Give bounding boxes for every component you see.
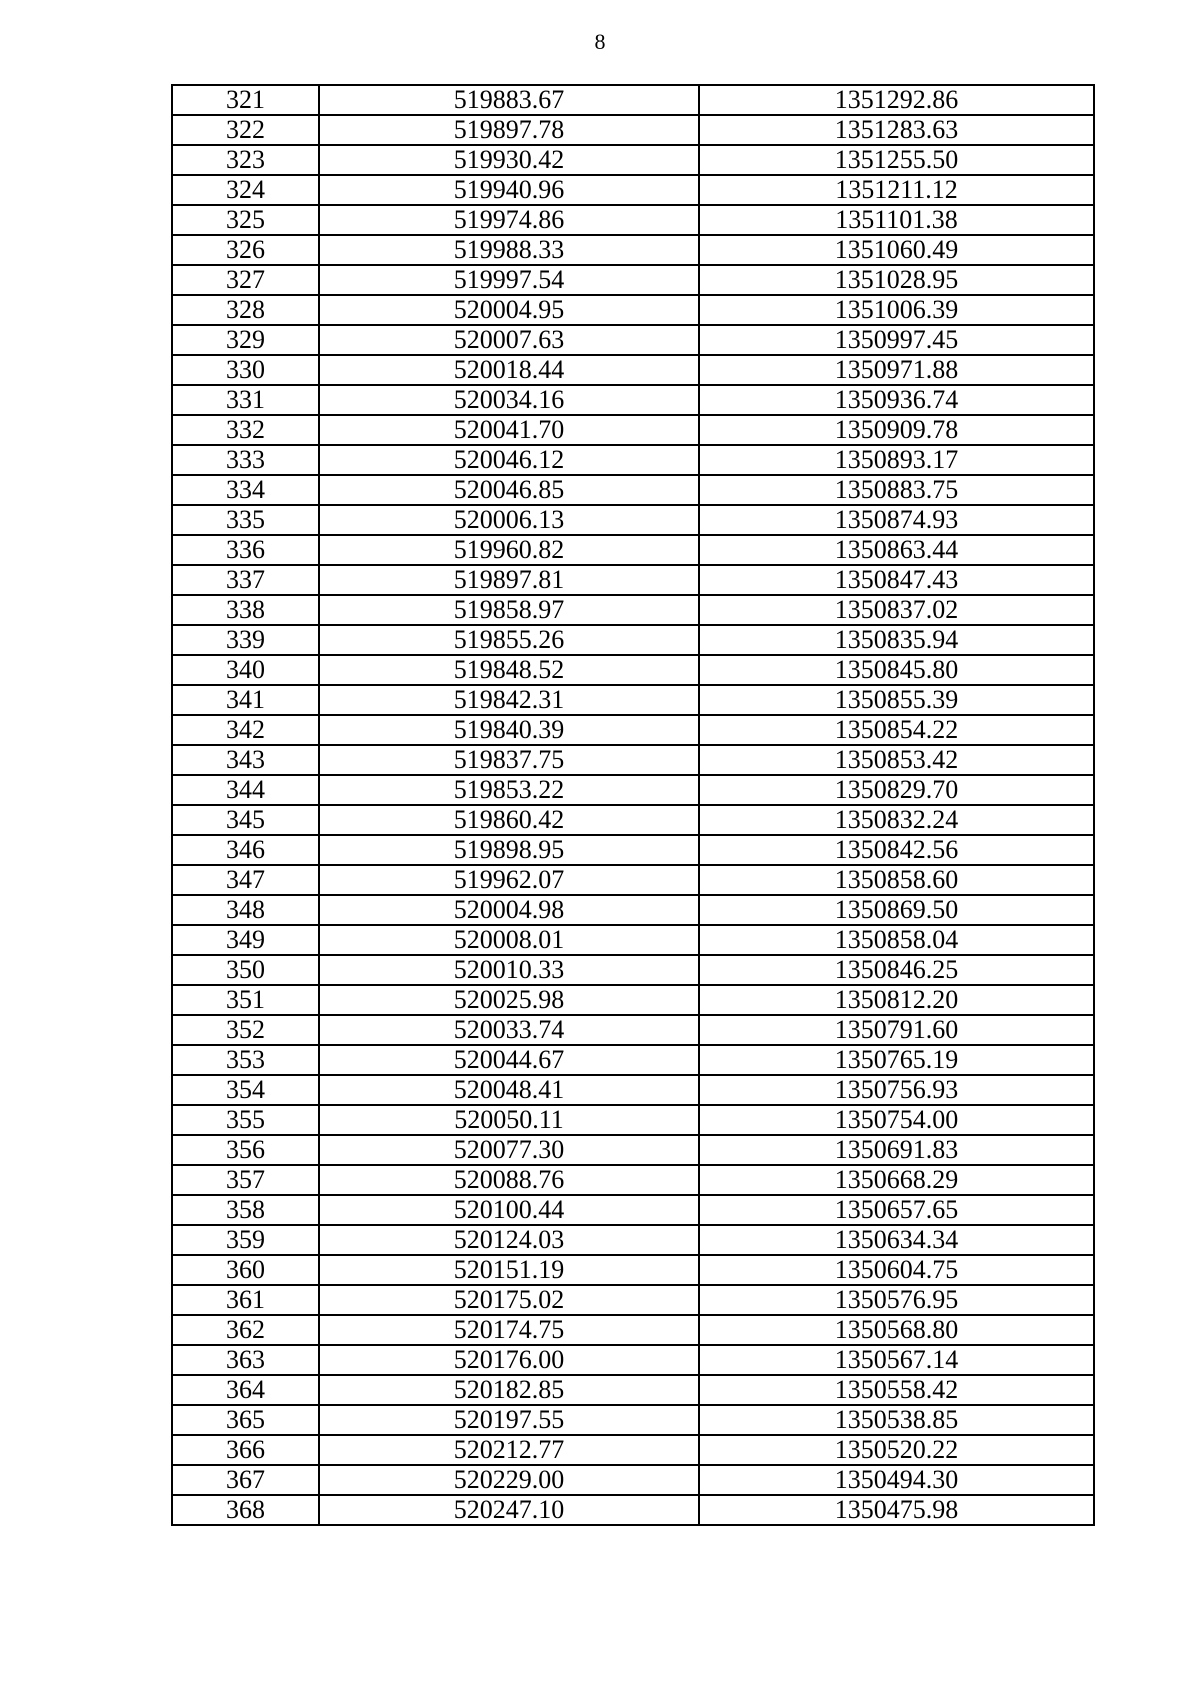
point-number-cell: 352 <box>172 1015 319 1045</box>
table-row <box>172 1405 1094 1435</box>
y-coordinate-cell: 1351028.95 <box>699 265 1094 295</box>
table-row <box>172 895 1094 925</box>
y-coordinate-cell: 1350853.42 <box>699 745 1094 775</box>
table-row <box>172 1375 1094 1405</box>
table-row <box>172 1135 1094 1165</box>
table-row <box>172 1315 1094 1345</box>
table-row <box>172 265 1094 295</box>
point-number-cell: 343 <box>172 745 319 775</box>
y-coordinate-cell: 1350657.65 <box>699 1195 1094 1225</box>
y-coordinate-cell: 1351292.86 <box>699 85 1094 115</box>
y-coordinate-cell: 1350567.14 <box>699 1345 1094 1375</box>
x-coordinate-cell: 519837.75 <box>319 745 699 775</box>
y-coordinate-cell: 1350634.34 <box>699 1225 1094 1255</box>
table-row <box>172 835 1094 865</box>
point-number-cell: 332 <box>172 415 319 445</box>
point-number-cell: 327 <box>172 265 319 295</box>
x-coordinate-cell: 520046.12 <box>319 445 699 475</box>
y-coordinate-cell: 1350893.17 <box>699 445 1094 475</box>
point-number-cell: 322 <box>172 115 319 145</box>
table-row <box>172 85 1094 115</box>
point-number-cell: 362 <box>172 1315 319 1345</box>
table-row <box>172 1045 1094 1075</box>
y-coordinate-cell: 1350754.00 <box>699 1105 1094 1135</box>
y-coordinate-cell: 1350847.43 <box>699 565 1094 595</box>
table-row <box>172 1225 1094 1255</box>
y-coordinate-cell: 1350909.78 <box>699 415 1094 445</box>
point-number-cell: 357 <box>172 1165 319 1195</box>
point-number-cell: 359 <box>172 1225 319 1255</box>
page-number: 8 <box>594 29 606 54</box>
x-coordinate-cell: 519930.42 <box>319 145 699 175</box>
point-number-cell: 345 <box>172 805 319 835</box>
table-row <box>172 1195 1094 1225</box>
y-coordinate-cell: 1351060.49 <box>699 235 1094 265</box>
point-number-cell: 346 <box>172 835 319 865</box>
y-coordinate-cell: 1350604.75 <box>699 1255 1094 1285</box>
x-coordinate-cell: 519997.54 <box>319 265 699 295</box>
x-coordinate-cell: 520100.44 <box>319 1195 699 1225</box>
x-coordinate-cell: 519962.07 <box>319 865 699 895</box>
y-coordinate-cell: 1350854.22 <box>699 715 1094 745</box>
x-coordinate-cell: 520229.00 <box>319 1465 699 1495</box>
point-number-cell: 325 <box>172 205 319 235</box>
table-row <box>172 1345 1094 1375</box>
table-row <box>172 205 1094 235</box>
x-coordinate-cell: 520010.33 <box>319 955 699 985</box>
x-coordinate-cell: 520048.41 <box>319 1075 699 1105</box>
table-row <box>172 1285 1094 1315</box>
point-number-cell: 339 <box>172 625 319 655</box>
x-coordinate-cell: 519848.52 <box>319 655 699 685</box>
y-coordinate-cell: 1350997.45 <box>699 325 1094 355</box>
x-coordinate-cell: 520247.10 <box>319 1495 699 1525</box>
table-row <box>172 1465 1094 1495</box>
x-coordinate-cell: 520151.19 <box>319 1255 699 1285</box>
point-number-cell: 328 <box>172 295 319 325</box>
y-coordinate-cell: 1350812.20 <box>699 985 1094 1015</box>
table-row <box>172 145 1094 175</box>
point-number-cell: 341 <box>172 685 319 715</box>
point-number-cell: 348 <box>172 895 319 925</box>
x-coordinate-cell: 520182.85 <box>319 1375 699 1405</box>
x-coordinate-cell: 520025.98 <box>319 985 699 1015</box>
table-row <box>172 415 1094 445</box>
point-number-cell: 365 <box>172 1405 319 1435</box>
table-row <box>172 625 1094 655</box>
y-coordinate-cell: 1350837.02 <box>699 595 1094 625</box>
x-coordinate-cell: 519855.26 <box>319 625 699 655</box>
table-row <box>172 385 1094 415</box>
coordinates-table <box>171 84 1095 1526</box>
y-coordinate-cell: 1350558.42 <box>699 1375 1094 1405</box>
point-number-cell: 351 <box>172 985 319 1015</box>
y-coordinate-cell: 1350855.39 <box>699 685 1094 715</box>
point-number-cell: 340 <box>172 655 319 685</box>
y-coordinate-cell: 1350869.50 <box>699 895 1094 925</box>
y-coordinate-cell: 1350475.98 <box>699 1495 1094 1525</box>
table-row <box>172 1255 1094 1285</box>
table-row <box>172 595 1094 625</box>
y-coordinate-cell: 1350863.44 <box>699 535 1094 565</box>
x-coordinate-cell: 519960.82 <box>319 535 699 565</box>
x-coordinate-cell: 519883.67 <box>319 85 699 115</box>
table-row <box>172 1435 1094 1465</box>
point-number-cell: 361 <box>172 1285 319 1315</box>
point-number-cell: 360 <box>172 1255 319 1285</box>
table-row <box>172 115 1094 145</box>
x-coordinate-cell: 520124.03 <box>319 1225 699 1255</box>
y-coordinate-cell: 1350842.56 <box>699 835 1094 865</box>
point-number-cell: 335 <box>172 505 319 535</box>
x-coordinate-cell: 520033.74 <box>319 1015 699 1045</box>
point-number-cell: 329 <box>172 325 319 355</box>
x-coordinate-cell: 519897.78 <box>319 115 699 145</box>
table-row <box>172 715 1094 745</box>
y-coordinate-cell: 1350835.94 <box>699 625 1094 655</box>
x-coordinate-cell: 520004.98 <box>319 895 699 925</box>
table-row <box>172 925 1094 955</box>
x-coordinate-cell: 520175.02 <box>319 1285 699 1315</box>
point-number-cell: 334 <box>172 475 319 505</box>
point-number-cell: 321 <box>172 85 319 115</box>
y-coordinate-cell: 1350538.85 <box>699 1405 1094 1435</box>
x-coordinate-cell: 519940.96 <box>319 175 699 205</box>
y-coordinate-cell: 1350568.80 <box>699 1315 1094 1345</box>
y-coordinate-cell: 1350846.25 <box>699 955 1094 985</box>
table-row <box>172 295 1094 325</box>
y-coordinate-cell: 1351255.50 <box>699 145 1094 175</box>
y-coordinate-cell: 1350858.04 <box>699 925 1094 955</box>
point-number-cell: 333 <box>172 445 319 475</box>
point-number-cell: 323 <box>172 145 319 175</box>
y-coordinate-cell: 1350668.29 <box>699 1165 1094 1195</box>
x-coordinate-cell: 519853.22 <box>319 775 699 805</box>
x-coordinate-cell: 520050.11 <box>319 1105 699 1135</box>
y-coordinate-cell: 1350971.88 <box>699 355 1094 385</box>
table-row <box>172 775 1094 805</box>
x-coordinate-cell: 519858.97 <box>319 595 699 625</box>
y-coordinate-cell: 1350756.93 <box>699 1075 1094 1105</box>
table-row <box>172 445 1094 475</box>
x-coordinate-cell: 520007.63 <box>319 325 699 355</box>
point-number-cell: 349 <box>172 925 319 955</box>
y-coordinate-cell: 1350765.19 <box>699 1045 1094 1075</box>
x-coordinate-cell: 519860.42 <box>319 805 699 835</box>
x-coordinate-cell: 520077.30 <box>319 1135 699 1165</box>
y-coordinate-cell: 1350791.60 <box>699 1015 1094 1045</box>
point-number-cell: 344 <box>172 775 319 805</box>
point-number-cell: 354 <box>172 1075 319 1105</box>
point-number-cell: 330 <box>172 355 319 385</box>
y-coordinate-cell: 1351101.38 <box>699 205 1094 235</box>
table-row <box>172 1165 1094 1195</box>
table-row <box>172 1015 1094 1045</box>
point-number-cell: 347 <box>172 865 319 895</box>
y-coordinate-cell: 1350883.75 <box>699 475 1094 505</box>
y-coordinate-cell: 1350520.22 <box>699 1435 1094 1465</box>
x-coordinate-cell: 520004.95 <box>319 295 699 325</box>
x-coordinate-cell: 519988.33 <box>319 235 699 265</box>
y-coordinate-cell: 1350494.30 <box>699 1465 1094 1495</box>
point-number-cell: 363 <box>172 1345 319 1375</box>
table-row <box>172 1075 1094 1105</box>
x-coordinate-cell: 520197.55 <box>319 1405 699 1435</box>
point-number-cell: 356 <box>172 1135 319 1165</box>
table-row <box>172 175 1094 205</box>
x-coordinate-cell: 520041.70 <box>319 415 699 445</box>
y-coordinate-cell: 1350576.95 <box>699 1285 1094 1315</box>
point-number-cell: 364 <box>172 1375 319 1405</box>
table-row <box>172 1105 1094 1135</box>
table-row <box>172 685 1094 715</box>
y-coordinate-cell: 1350874.93 <box>699 505 1094 535</box>
point-number-cell: 331 <box>172 385 319 415</box>
y-coordinate-cell: 1350829.70 <box>699 775 1094 805</box>
x-coordinate-cell: 520018.44 <box>319 355 699 385</box>
point-number-cell: 337 <box>172 565 319 595</box>
point-number-cell: 355 <box>172 1105 319 1135</box>
table-row <box>172 325 1094 355</box>
coordinates-table-body <box>172 85 1094 1525</box>
table-row <box>172 955 1094 985</box>
x-coordinate-cell: 520046.85 <box>319 475 699 505</box>
point-number-cell: 326 <box>172 235 319 265</box>
x-coordinate-cell: 520044.67 <box>319 1045 699 1075</box>
point-number-cell: 324 <box>172 175 319 205</box>
point-number-cell: 368 <box>172 1495 319 1525</box>
x-coordinate-cell: 519898.95 <box>319 835 699 865</box>
table-row <box>172 1495 1094 1525</box>
y-coordinate-cell: 1350858.60 <box>699 865 1094 895</box>
point-number-cell: 336 <box>172 535 319 565</box>
x-coordinate-cell: 519897.81 <box>319 565 699 595</box>
x-coordinate-cell: 519842.31 <box>319 685 699 715</box>
x-coordinate-cell: 520088.76 <box>319 1165 699 1195</box>
y-coordinate-cell: 1351006.39 <box>699 295 1094 325</box>
table-row <box>172 355 1094 385</box>
table-row <box>172 505 1094 535</box>
x-coordinate-cell: 520008.01 <box>319 925 699 955</box>
x-coordinate-cell: 520212.77 <box>319 1435 699 1465</box>
x-coordinate-cell: 520176.00 <box>319 1345 699 1375</box>
point-number-cell: 350 <box>172 955 319 985</box>
y-coordinate-cell: 1350691.83 <box>699 1135 1094 1165</box>
x-coordinate-cell: 520174.75 <box>319 1315 699 1345</box>
x-coordinate-cell: 520006.13 <box>319 505 699 535</box>
table-row <box>172 985 1094 1015</box>
table-row <box>172 805 1094 835</box>
y-coordinate-cell: 1350832.24 <box>699 805 1094 835</box>
table-row <box>172 865 1094 895</box>
table-row <box>172 235 1094 265</box>
table-row <box>172 535 1094 565</box>
table-row <box>172 745 1094 775</box>
x-coordinate-cell: 519974.86 <box>319 205 699 235</box>
table-row <box>172 565 1094 595</box>
y-coordinate-cell: 1350845.80 <box>699 655 1094 685</box>
point-number-cell: 338 <box>172 595 319 625</box>
point-number-cell: 366 <box>172 1435 319 1465</box>
table-row <box>172 655 1094 685</box>
point-number-cell: 342 <box>172 715 319 745</box>
point-number-cell: 353 <box>172 1045 319 1075</box>
y-coordinate-cell: 1351283.63 <box>699 115 1094 145</box>
point-number-cell: 358 <box>172 1195 319 1225</box>
x-coordinate-cell: 520034.16 <box>319 385 699 415</box>
x-coordinate-cell: 519840.39 <box>319 715 699 745</box>
y-coordinate-cell: 1351211.12 <box>699 175 1094 205</box>
point-number-cell: 367 <box>172 1465 319 1495</box>
table-row <box>172 475 1094 505</box>
y-coordinate-cell: 1350936.74 <box>699 385 1094 415</box>
